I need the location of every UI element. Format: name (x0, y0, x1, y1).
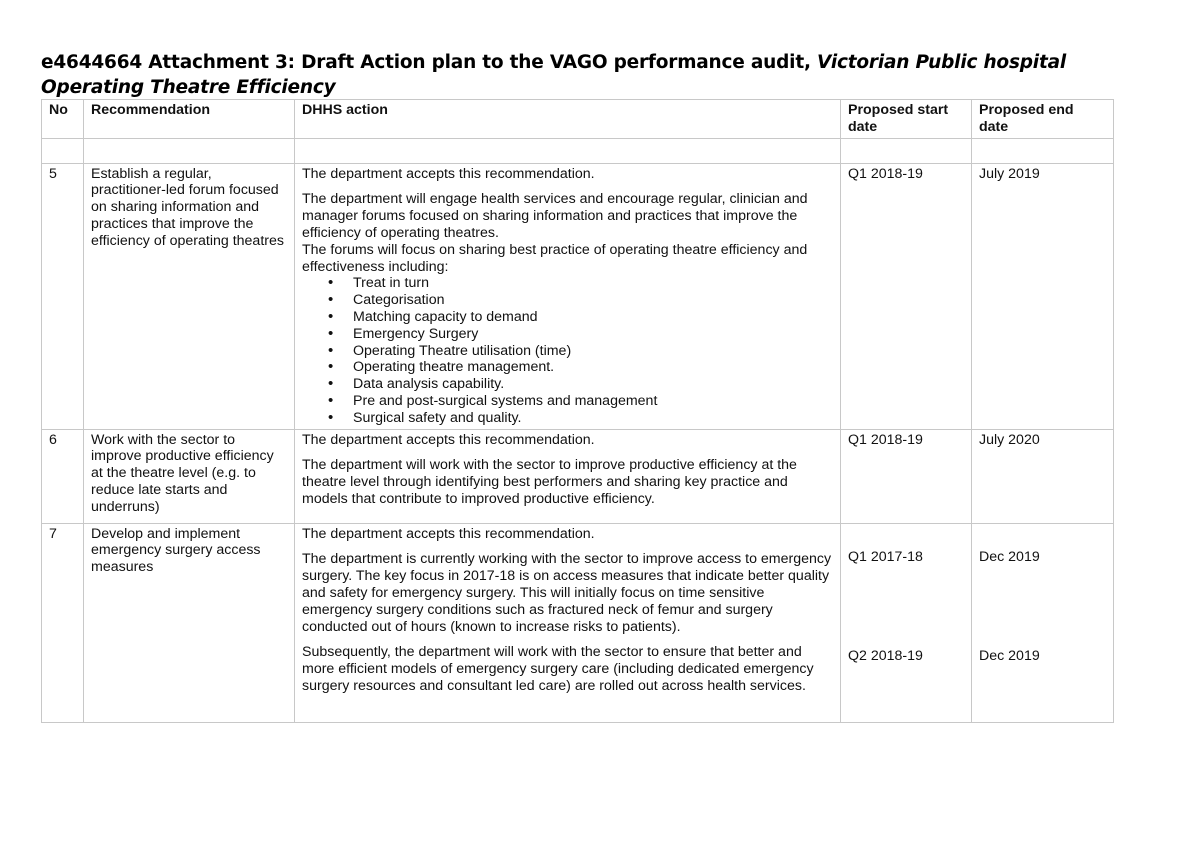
empty-cell (972, 138, 1114, 163)
action-cell (295, 429, 841, 523)
row-number: 5 (42, 163, 84, 429)
header-proposed-start-date: Proposed start date (841, 100, 972, 139)
focus-areas-list (302, 275, 833, 426)
list-item: • Operating Theatre utilisation (time) (353, 343, 833, 360)
list-item: • Matching capacity to demand (353, 309, 833, 326)
row-number: 7 (42, 523, 84, 722)
list-item: • Surgical safety and quality. (353, 410, 833, 427)
title-text: e4644664 Attachment 3: Draft Action plan to the VAGO performance audit, (41, 52, 818, 73)
action-paragraph: The department will engage health services and encourage regular, clinician and manager forums focused on sharing information and practices that improve the efficiency of operating theatres. (302, 191, 808, 241)
start-date: Q2 2018-19 (848, 648, 923, 665)
empty-cell (295, 138, 841, 163)
recommendation-cell: Establish a regular, practitioner-led forum focused on sharing information and practices that improve the efficiency of operating theatres (84, 163, 295, 429)
row-number: 6 (42, 429, 84, 523)
list-item: • Treat in turn (353, 275, 833, 292)
empty-row (42, 138, 1114, 163)
table-row (42, 163, 1114, 429)
header-no: No (42, 100, 84, 139)
start-date-cell (841, 523, 972, 722)
table-row (42, 429, 1114, 523)
action-plan-table (41, 99, 1114, 723)
action-paragraph: The department will work with the sector to improve productive efficiency at the theatre level through identifying best performers and sharing key practice and models that contribute to improved productive efficiency. (302, 457, 797, 507)
header-dhhs-action: DHHS action (295, 100, 841, 139)
table-header-row (42, 100, 1114, 139)
action-cell (295, 523, 841, 722)
empty-cell (84, 138, 295, 163)
recommendation-cell: Work with the sector to improve productive efficiency at the theatre level (e.g. to reduce late starts and underruns) (84, 429, 295, 523)
list-item: • Operating theatre management. (353, 359, 833, 376)
accepts-statement: The department accepts this recommendation. (302, 525, 595, 542)
header-proposed-end-date: Proposed end date (972, 100, 1114, 139)
title-italic-text: Victorian Public hospital Operating Theatre Efficiency (41, 52, 1067, 98)
start-date-cell: Q1 2018-19 (841, 163, 972, 429)
document-title (41, 50, 1121, 100)
end-date-cell: July 2019 (972, 163, 1114, 429)
action-paragraph: Subsequently, the department will work with the sector to ensure that better and more efficient models of emergency surgery care (including dedicated emergency surgery resources and consultant led care) are rolled out across health services. (302, 644, 814, 694)
action-paragraph: The department is currently working with the sector to improve access to emergency surgery. The key focus in 2017-18 is on access measures that indicate better quality and safety for emergency surgery. This will initially focus on time sensitive emergency surgery conditions such as fractured neck of femur and surgery conducted out of hours (known to increase risks to patients). (302, 551, 832, 635)
action-paragraph: The forums will focus on sharing best practice of operating theatre efficiency and effectiveness including: (302, 241, 808, 275)
list-item: • Emergency Surgery (353, 326, 833, 343)
action-cell (295, 163, 841, 429)
end-date: Dec 2019 (979, 548, 1040, 565)
accepts-statement: The department accepts this recommendation. (302, 431, 595, 448)
start-date-cell: Q1 2018-19 (841, 429, 972, 523)
empty-cell (841, 138, 972, 163)
end-date-cell: July 2020 (972, 429, 1114, 523)
table-row (42, 523, 1114, 722)
start-date: Q1 2017-18 (848, 548, 923, 565)
accepts-statement: The department accepts this recommendation. (302, 165, 595, 182)
header-recommendation: Recommendation (84, 100, 295, 139)
end-date: Dec 2019 (979, 648, 1040, 665)
list-item: • Pre and post-surgical systems and management (353, 393, 833, 410)
list-item: • Data analysis capability. (353, 376, 833, 393)
empty-cell (42, 138, 84, 163)
list-item: • Categorisation (353, 292, 833, 309)
recommendation-cell: Develop and implement emergency surgery access measures (84, 523, 295, 722)
end-date-cell (972, 523, 1114, 722)
